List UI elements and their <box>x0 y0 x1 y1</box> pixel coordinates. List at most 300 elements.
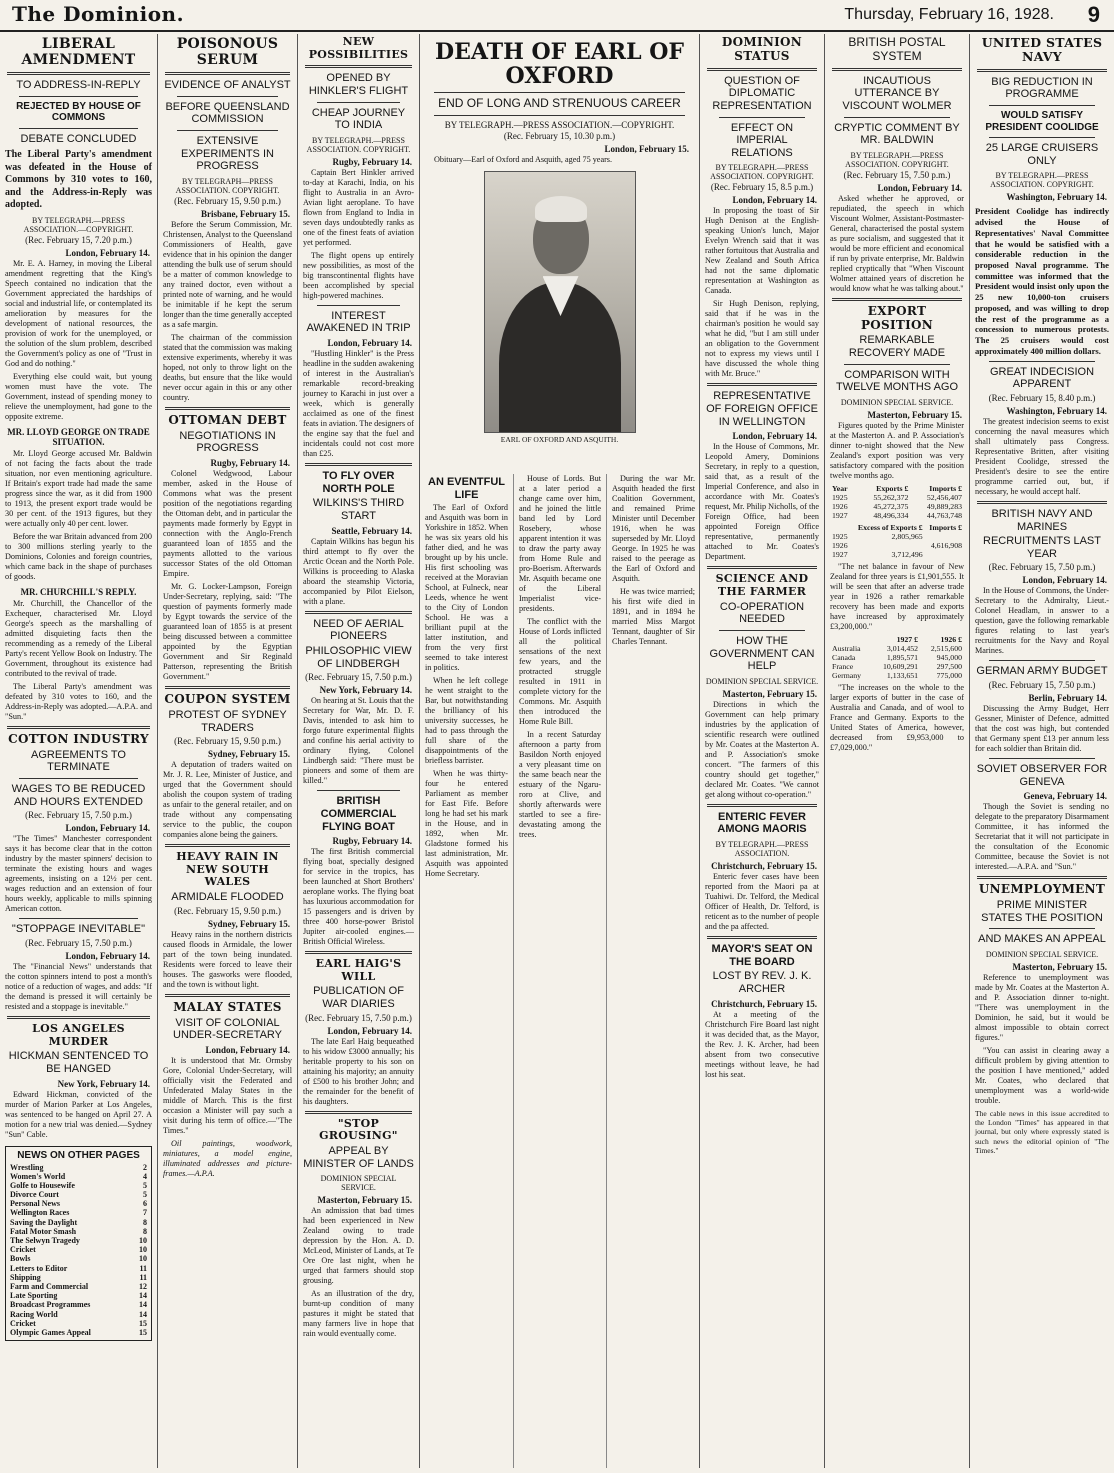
headline: "STOPPAGE INEVITABLE" <box>11 923 146 936</box>
article-paragraph: Heavy rains in the northern districts caused floods in Armidale, the lower part of the town being inundated. Residents were forced to leave their houses. The gasworks were flooded, and the town is without light. <box>163 929 292 989</box>
index-row <box>10 1328 147 1337</box>
dateline: Washington, February 14. <box>1006 405 1107 416</box>
divider <box>305 611 412 614</box>
wire-credit: BY TELEGRAPH.—PRESS ASSOCIATION. COPYRIGHT. <box>845 150 949 169</box>
table-cell <box>925 532 964 541</box>
column-new-possibilities <box>298 34 420 1468</box>
article-paragraph: "The increases on the whole to the larger exports of butter in the case of Australia and Canada, and of wool to France and Germany. Exports to the United States of America, however, decreased from £9,953,000 to £7,029,000." <box>830 682 964 752</box>
index-label: Fatal Motor Smash <box>10 1226 77 1236</box>
table-cell: 1927 <box>832 549 848 559</box>
deck: APPEAL BY MINISTER OF LANDS <box>303 1145 414 1170</box>
article-paragraph: When he left college he went straight to the Bar, but notwithstanding the brilliancy of his university successes, he had to pass through the full share of the disappointments of the briefless barrister. <box>425 676 508 766</box>
deck: PROTEST OF SYDNEY TRADERS <box>168 708 287 734</box>
dateline: Geneva, February 14. <box>1023 791 1107 802</box>
received-time: (Rec. February 15, 7.50 p.m.) <box>305 672 412 683</box>
headline: COUPON SYSTEM <box>164 692 291 707</box>
divider <box>707 68 817 71</box>
index-label: Shipping <box>10 1272 41 1282</box>
index-list <box>10 1163 147 1338</box>
table-cell: France <box>832 661 854 671</box>
photo-caption: EARL OF OXFORD AND ASQUITH. <box>500 435 619 445</box>
index-page-number: 14 <box>139 1300 147 1310</box>
deck: HOW THE GOVERNMENT CAN HELP <box>709 634 815 673</box>
article-paragraph: The Liberal Party's amendment was defeated by 310 votes to 160, and the Address-in-Reply was adopted.—A.P.A. and "Sun." <box>5 681 152 721</box>
divider <box>177 130 278 131</box>
table-header-row <box>830 484 964 493</box>
article-paragraph: The flight opens up entirely new possibilities, as most of the big transcontinental flights have been accomplished by special high-powered machines. <box>303 250 414 300</box>
deck: ARMIDALE FLOODED <box>171 891 284 904</box>
feature-subcolumn-1 <box>420 474 514 1468</box>
index-page-number: 14 <box>139 1309 147 1319</box>
deck: VISIT OF COLONIAL UNDER-SECRETARY <box>173 1016 282 1042</box>
divider <box>165 844 290 847</box>
table-row <box>830 550 964 559</box>
feature-headline: DEATH OF EARL OF OXFORD <box>434 39 684 90</box>
feature-subcolumn-3 <box>607 474 700 1468</box>
headline: OTTOMAN DEBT <box>168 413 287 428</box>
table-cell: 945,000 <box>936 652 962 662</box>
dateline: New York, February 14. <box>57 1078 150 1089</box>
dateline: Brisbane, February 15. <box>201 209 290 220</box>
index-label: Cricket <box>10 1318 36 1328</box>
deck: EFFECT ON IMPERIAL RELATIONS <box>730 121 794 159</box>
deck: PUBLICATION OF WAR DIARIES <box>313 985 404 1011</box>
wire-credit: BY TELEGRAPH.—PRESS ASSOCIATION. COPYRIGHT. <box>306 135 411 154</box>
index-page-number: 10 <box>139 1245 147 1255</box>
deck: EXTENSIVE EXPERIMENTS IN PROGRESS <box>181 135 274 173</box>
divider <box>977 69 1107 72</box>
headline: HEAVY RAIN IN NEW SOUTH WALES <box>176 850 279 889</box>
table-row <box>830 493 964 502</box>
received-time: (Rec. February 15, 9.50 p.m.) <box>174 196 281 207</box>
divider <box>305 951 412 954</box>
deck: NEGOTIATIONS IN PROGRESS <box>179 429 276 455</box>
table-header-row <box>830 523 964 532</box>
table-cell: 1,133,651 <box>886 670 919 680</box>
table-body <box>830 532 964 559</box>
dateline: London, February 14. <box>327 338 412 349</box>
headline: POISONOUS SERUM <box>176 36 279 69</box>
deck: BIG REDUCTION IN PROGRAMME <box>991 75 1093 101</box>
divider <box>19 96 138 97</box>
dateline: London, February 15. <box>604 144 689 155</box>
divider <box>7 72 150 75</box>
column-poisonous-serum <box>158 34 298 1468</box>
obituary-line: Obituary—Earl of Oxford and Asquith, aged 75 years. <box>434 155 613 165</box>
deck: HICKMAN SENTENCED TO BE HANGED <box>8 1050 149 1075</box>
table-cell: 1926 <box>832 540 848 550</box>
article-paragraph: During the war Mr. Asquith headed the first Coalition Government, and remained Prime Minister until December 1916, when he was superseded by Mr. Lloyd George. In 1925 he was raised to the peerage as the Earl of Oxford and Asquith. <box>612 474 695 583</box>
index-row <box>10 1190 147 1199</box>
wire-credit: BY TELEGRAPH.—PRESS ASSOCIATION. COPYRIGHT. <box>990 171 1094 190</box>
dateline: London, February 14. <box>327 1025 412 1036</box>
table-row <box>830 653 964 662</box>
table-cell: 44,763,748 <box>926 510 962 520</box>
received-time: (Rec. February 15, 7.50 p.m.) <box>25 937 132 948</box>
table-row <box>830 511 964 520</box>
footnote: The cable news in this issue accredited to the London "Times" has appeared in that journal, but only where expressly stated is such news the editorial opinion of "The Times." <box>975 1109 1109 1155</box>
deck: CHEAP JOURNEY TO INDIA <box>311 106 406 132</box>
deck: WILKINS'S THIRD START <box>312 497 405 523</box>
article-paragraph: Enteric fever cases have been reported from the Maori pa at Tuahiwi. Dr. Telford, the Medical Officer of Health, Dr. Telford, is reticent as to the number of people and the pa affected. <box>705 872 819 932</box>
headline: LOS ANGELES MURDER <box>32 1021 125 1048</box>
deck: END OF LONG AND STRENUOUS CAREER <box>438 96 681 111</box>
table-cell: 48,496,334 <box>873 510 909 520</box>
divider <box>719 630 805 631</box>
wire-credit: BY TELEGRAPH—PRESS ASSOCIATION. COPYRIGHT. <box>175 177 280 196</box>
portrait-photo <box>484 171 636 433</box>
deck: WAGES TO BE REDUCED AND HOURS EXTENDED <box>11 783 146 808</box>
headline: BRITISH NAVY AND MARINES <box>991 507 1093 533</box>
index-label: Saving the Daylight <box>10 1217 78 1227</box>
dateline: Masterton, February 15. <box>317 1195 412 1206</box>
deck: QUESTION OF DIPLOMATIC REPRESENTATION <box>712 74 812 112</box>
table-body <box>830 644 964 680</box>
article-paragraph: Mr. E. A. Harney, in moving the Liberal amendment regretting that the King's Speech contained no indication that the Government appreciated the hardships of social and industrial life, or contemplated its amelioration by measures for the development of national resources, the provision of work for the unemployed, or the solution of the slum problem, described the Government's policy as one of "Trust in God and do nothing." <box>5 258 152 368</box>
divider <box>434 92 685 93</box>
index-label: Women's World <box>10 1171 66 1181</box>
dateline: Masterton, February 15. <box>722 688 817 699</box>
headline: DOMINION STATUS <box>721 35 803 63</box>
deck: COMPARISON WITH TWELVE MONTHS AGO <box>835 368 959 394</box>
received-time: (Rec. February 15, 7.50 p.m.) <box>988 562 1096 573</box>
article-paragraph: Reference to unemployment was made by Mr. Coates at the Masterton A. and P. Association dinner to-night. "There was unemployment in the Dominion, he said, but it would be almost impossible to obtain correct figures." <box>975 973 1109 1043</box>
table-body <box>830 493 964 520</box>
article-paragraph: Oil paintings, woodwork, miniatures, a model engine, illuminated addresses and picture-frames.—A.P.A. <box>163 1138 292 1178</box>
index-label: Personal News <box>10 1199 60 1209</box>
article-paragraph: Sir Hugh Denison, replying, said that if he was in the chairman's position he would say what he did, "but I am still under an obligation to the Government not to express my views until I have discussed the whole thing with Mr. Bruce." <box>705 299 819 379</box>
index-row <box>10 1208 147 1217</box>
dateline: Sydney, February 15. <box>207 918 290 929</box>
divider <box>977 501 1107 504</box>
article-paragraph: "The Times" Manchester correspondent says it has become clear that in the cotton industry by the master spinners' decision to terminate the existing hours and wages agreements, insisting on a 12½ per cent. wages reduction and an extension of four hours weekly, applicable to mills spinning American cotton. <box>5 834 152 914</box>
table-cell: 3,712,496 <box>891 549 923 559</box>
deck: LOST BY REV. J. K. ARCHER <box>712 970 812 996</box>
wire-credit: BY TELEGRAPH.—PRESS ASSOCIATION. <box>715 840 809 859</box>
headline: TO FLY OVER NORTH POLE <box>322 470 395 495</box>
divider <box>989 361 1095 362</box>
article-paragraph: "Hustling Hinkler" is the Press headline in the sudden awakening of interest in the Australian's remarkable record-breaking journey to Karachi in just over a week, which is generally acclaimed as one of the finest feats in aviation. The designers of the engine say that the fuel and incidentals could not cost more than £25. <box>303 349 414 459</box>
received-time: (Rec. February 15, 7.50 p.m.) <box>25 810 132 821</box>
column-british-postal-system <box>825 34 970 1468</box>
article-paragraph: Mr. Lloyd George accused Mr. Baldwin of not facing the facts about the trade situation, nor even mentioning agriculture. If Britain's export trade had made the same progress since the war, as it did from 1900 to 1913, the present export trade would be 30 per cent. of the 1913 figures, but they were actually only 40 per cent. lower. <box>5 448 152 528</box>
article-paragraph: Mr. Churchill, the Chancellor of the Exchequer, characterised Mr. Lloyd George's speech as the marshalling of admitted disquieting facts then the recommending as a remedy of the Liberal Party's recent Yellow Book on Industry. The Government, throughout its existence had contributed to the revival of trade. <box>5 598 152 678</box>
index-row <box>10 1291 147 1300</box>
index-page-number: 8 <box>143 1226 147 1236</box>
index-row <box>10 1254 147 1263</box>
article-paragraph: Captain Wilkins has begun his third attempt to fly over the Arctic Ocean and the North Pole. Wilkins is proceeding to Alaska aboard the steamship Victoria, accompanied by Pilot Eielson, with a plane. <box>303 536 414 606</box>
deck: AGREEMENTS TO TERMINATE <box>31 748 126 774</box>
wire-credit: DOMINION SPECIAL SERVICE. <box>705 676 819 686</box>
dateline: Masterton, February 15. <box>1012 962 1107 973</box>
deck: 25 LARGE CRUISERS ONLY <box>985 142 1099 167</box>
column-death-of-earl-of-oxford <box>420 34 700 1468</box>
table-row <box>830 502 964 511</box>
table-header-row <box>830 635 964 644</box>
table-row <box>830 541 964 550</box>
index-page-number: 11 <box>139 1263 147 1273</box>
dateline: Christchurch, February 15. <box>711 861 817 872</box>
article-paragraph: Captain Bert Hinkler arrived to-day at Karachi, India, on his flight to Australia in an Avro-Avian light aeroplane. To have flown from England to India in seven days undoubtedly ranks as one of the finest feats of aviation yet performed. <box>303 167 414 247</box>
divider <box>177 96 278 97</box>
table-cell: 775,000 <box>936 670 962 680</box>
index-page-number: 5 <box>143 1190 147 1200</box>
index-page-number: 15 <box>139 1327 147 1337</box>
divider <box>707 804 817 807</box>
index-row <box>10 1236 147 1245</box>
index-row <box>10 1319 147 1328</box>
divider <box>844 364 950 365</box>
index-row <box>10 1181 147 1190</box>
index-row <box>10 1300 147 1309</box>
article-paragraph: A deputation of traders waited on Mr. J. R. Lee, Minister of Justice, and urged that the Government should abolish the coupon system of trading as unfair to the general retailer, and on trade without any compensating service to the public, the coupon companies alone being the gainers. <box>163 760 292 840</box>
article-paragraph: The first British commercial flying boat, specially designed for service in the tropics, has been launched at Short Brothers' aeroplane works. The flying boat has luxurious accommodation for 15 passengers and is driven by three 400 horse-power Bristol Jupiter air-cooled engines.—British Official Wireless. <box>303 847 414 947</box>
divider <box>977 876 1107 879</box>
received-time: (Rec. February 15, 7.50 p.m.) <box>843 169 951 180</box>
index-label: Cricket <box>10 1245 36 1255</box>
dateline: Berlin, February 14. <box>1028 693 1107 704</box>
deck: WOULD SATISFY PRESIDENT COOLIDGE <box>985 110 1099 133</box>
table-cell: 2,805,965 <box>891 531 923 541</box>
divider <box>305 1111 412 1114</box>
table-cell: Canada <box>832 652 856 662</box>
article-paragraph: The greatest indecision seems to exist concerning the naval measures which shall ultimately pass Congress. Representative Britten, after visiting President Coolidge, stressed the President's desire to see the entire programme carried out, but, if necessary, he would accept half. <box>975 416 1109 496</box>
article-paragraph: As an illustration of the dry, burnt-up condition of many pastures it might be stated that many farmers live in hope that rain would eventually come. <box>303 1289 414 1339</box>
index-row <box>10 1218 147 1227</box>
divider <box>989 758 1095 759</box>
divider <box>19 778 138 779</box>
deck: CO-OPERATION NEEDED <box>719 600 805 626</box>
table-header-cell: 1926 £ <box>940 634 962 644</box>
column-liberal-amendment <box>0 34 158 1468</box>
index-page-number: 12 <box>139 1281 147 1291</box>
article-paragraph: The late Earl Haig bequeathed to his widow £3000 annually; his heritable property to his son on attaining his majority; an annuity of £500 to his brother John; and the remainder for the benefit of his daughters. <box>303 1036 414 1106</box>
deck: EVIDENCE OF ANALYST <box>164 79 291 92</box>
headline: ENTERIC FEVER AMONG MAORIS <box>717 810 807 836</box>
headline: UNEMPLOYMENT <box>978 882 1106 897</box>
article-paragraph: Asked whether he approved, or repudiated, the speech in which Viscount Wolmer, Assistant-Postmaster-General, characterised the postal system as pure socialism, and suggested that it would be more efficient and economical if run by private enterprise, Mr. Baldwin replied cryptically that "When Viscount Wolmer attained years of discretion he would know what he was talking about." <box>830 193 964 293</box>
divider <box>832 68 962 71</box>
article-paragraph: The Earl of Oxford and Asquith was born in Yorkshire in 1852. When he was six years old his father died, and he was brought up by his uncle. His first schooling was received at the Moravian School, at Fulneck, near Leeds, whence he went to the City of London School. He was a brilliant pupil at the latter institution, and from the very first seemed to take interest in politics. <box>425 503 508 673</box>
headline: SOVIET OBSERVER FOR GENEVA <box>976 763 1108 788</box>
table-row <box>830 662 964 671</box>
article-paragraph: Before the Serum Commission, Mr. Christensen, Analyst to the Queensland Commissioners of Health, gave evidence that in his opinion the danger attending the bulk use of serum should be a matter of common knowledge to any trained doctor, even without a printed note of warning, and he would be inimitable if he kept the serum longer than the time generally accepted as a safe margin. <box>163 220 292 330</box>
news-index-box <box>5 1146 152 1342</box>
table-cell: 3,014,452 <box>886 643 919 653</box>
headline: COTTON INDUSTRY <box>8 731 149 746</box>
headline: GERMAN ARMY BUDGET <box>976 665 1108 678</box>
divider <box>707 383 817 386</box>
deck: AND MAKES AN APPEAL <box>978 933 1106 946</box>
index-page-number: 11 <box>139 1272 147 1282</box>
dateline: London, February 14. <box>1022 575 1107 586</box>
portrait-hair <box>535 196 587 222</box>
table-header-cell: Exports £ <box>876 483 909 493</box>
table-cell: 45,272,375 <box>873 501 909 511</box>
divider <box>707 566 817 569</box>
headline: "STOP GROUSING" <box>319 1116 398 1143</box>
article-paragraph: House of Lords. But at a later period a change came over him, and he joined the little band led by Lord Rosebery, whose apparent intention it was to draw the party away from Home Rule and pro-Boerism. Afterwards Mr. Asquith became one of the Liberal Imperialist vice-presidents. <box>519 474 601 613</box>
index-label: Wrestling <box>10 1162 44 1172</box>
dateline: London, February 14. <box>877 182 962 193</box>
deck: INCAUTIOUS UTTERANCE BY VISCOUNT WOLMER <box>842 74 952 112</box>
wire-credit: DOMINION SPECIAL SERVICE. <box>320 1174 397 1193</box>
index-label: Wellington Races <box>10 1208 70 1218</box>
excess-table <box>830 523 964 559</box>
table-cell: 1926 <box>832 501 848 511</box>
table-header-cell <box>830 635 871 644</box>
article-paragraph: Directions in which the Government can help primary industries by the application of scientific research were outlined by Mr. Coates at the Masterton A. and P. Association's smoke concert. "The farmers of this country should get together," declared Mr. Coates. "We cannot get along without co-operation." <box>705 699 819 799</box>
deck: DEBATE CONCLUDED <box>20 132 137 145</box>
headline: REPRESENTATIVE OF FOREIGN OFFICE IN WELLINGTON <box>706 390 818 428</box>
received-time: (Rec. February 15, 9.50 p.m.) <box>174 736 281 747</box>
index-page-number: 10 <box>139 1236 147 1246</box>
divider <box>7 726 150 729</box>
index-page-number: 14 <box>139 1291 147 1301</box>
received-time: (Rec. February 15, 8.40 p.m.) <box>988 392 1096 403</box>
index-row <box>10 1245 147 1254</box>
article-paragraph: Before the war Britain advanced from 200 to 300 millions sterling yearly to the Dominions, Colonies and foreign countries, which came back in the shape of purchases of goods. <box>5 531 152 581</box>
index-label: Letters to Editor <box>10 1263 68 1273</box>
article-paragraph: When he was thirty-four he entered Parliament as member for East Fife. Before long he had set his mark in the House, and in 1892, when Mr. Gladstone formed his last administration, Mr. Asquith was appointed Home Secretary. <box>425 769 508 879</box>
index-label: Olympic Games Appeal <box>10 1327 91 1337</box>
received-time: (Rec. February 15, 7.50 p.m.) <box>988 680 1096 691</box>
article-paragraph: The conflict with the House of Lords inflicted all the political sensations of the next few years, and the protracted struggle resulted in 1911 in complete victory for the Commons. Mr. Asquith then introduced the Home Rule Bill. <box>519 617 601 726</box>
divider <box>317 102 400 103</box>
index-row <box>10 1273 147 1282</box>
lead-paragraph: President Coolidge has indirectly advised the House of Representatives' Naval Committee that he would be satisfied with a considerable reduction in the proposed Naval programme. The committee was informed that the President would insist only upon the 25 new 10,000-ton cruisers proposed, and was willing to drop the rest of the programme as a concession to numerous protests. The 25 cruisers would cost approximately 400 million dollars. <box>975 206 1109 356</box>
divider <box>707 936 817 939</box>
dateline: New York, February 14. <box>319 685 412 696</box>
table-row <box>830 671 964 680</box>
index-label: Golfe to Housewife <box>10 1180 75 1190</box>
headline: NEED OF AERIAL PIONEERS <box>313 617 404 643</box>
article-paragraph: At a meeting of the Christchurch Fire Board last night it was decided that, as the Mayor, the Rev. J. K. Archer, had been absent from two consecutive meetings without leave, he had lost his seat. <box>705 1009 819 1079</box>
article-paragraph: In a recent Saturday afternoon a party from Basildon North enjoyed a very pleasant time on the same beach near the estuary of the Ngaru-roro at Clive, and shortly afterwards were startled to see a fire-devastating among the trees. <box>519 730 601 839</box>
index-row <box>10 1227 147 1236</box>
index-page-number: 15 <box>139 1318 147 1328</box>
index-page-number: 2 <box>143 1162 147 1172</box>
article-paragraph: Mr. G. Locker-Lampson, Foreign Under-Secretary, replying, said: "The question of payments formerly made by Egypt towards the service of the guaranteed loan of 1855 is at present being discussed between a committee appointed by the Egyptian Government and Sir Reginald Patterson, representing the British Government." <box>163 582 292 682</box>
index-row <box>10 1310 147 1319</box>
headline: NEW POSSIBILITIES <box>308 35 409 61</box>
table-cell: 1927 <box>832 510 848 520</box>
index-label: Farm and Commercial <box>10 1281 89 1291</box>
divider <box>165 407 290 410</box>
received-time: (Rec. February 15, 9.50 p.m.) <box>174 905 281 916</box>
table-cell: Germany <box>832 670 862 680</box>
headline: EXPORT POSITION <box>860 303 934 332</box>
divider <box>844 117 950 118</box>
table-header-cell: Imports £ <box>929 483 962 493</box>
dateline: London, February 14. <box>65 950 150 961</box>
deck: RECRUITMENTS LAST YEAR <box>983 535 1101 560</box>
table-cell: 1925 <box>832 492 848 502</box>
article-paragraph: "You can assist in clearing away a difficult problem by giving attention to the position I have mentioned," added Mr. Coates, who declared that unemployment was a world-wide trouble. <box>975 1046 1109 1106</box>
index-page-number: 6 <box>143 1199 147 1209</box>
table-cell: 297,500 <box>936 661 962 671</box>
divider <box>989 660 1095 661</box>
table-cell: 1925 <box>832 531 848 541</box>
deck: CRYPTIC COMMENT BY MR. BALDWIN <box>834 121 960 147</box>
index-label: Late Sporting <box>10 1291 58 1301</box>
masthead <box>0 0 1114 32</box>
table-header-cell: 1927 £ <box>896 634 919 644</box>
dateline: London, February 14. <box>732 431 817 442</box>
headline: INTEREST AWAKENED IN TRIP <box>306 309 411 335</box>
wire-credit: DOMINION SPECIAL SERVICE. <box>985 950 1099 960</box>
index-row <box>10 1264 147 1273</box>
index-label: Divorce Court <box>10 1190 59 1200</box>
divider <box>165 686 290 689</box>
dateline: London, February 14. <box>65 247 150 258</box>
wire-credit: BY TELEGRAPH.—PRESS ASSOCIATION.—COPYRIGHT. <box>444 120 675 131</box>
dateline: Seattle, February 14. <box>331 525 412 536</box>
index-label: Racing World <box>10 1309 58 1319</box>
article-paragraph: On hearing at St. Louis that the Secretary for War, Mr. D. F. Davis, intended to ask him to forgo future experimental flights and confine his aerial activity to ordinary flying, Colonel Lindbergh said: "There must be pioneers and some of them are killed." <box>303 696 414 786</box>
article-paragraph: Edward Hickman, convicted of the murder of Marion Parker at Los Angeles, was sentenced to be hanged on April 27. A motion for a new trial was denied.—Sydney "Sun" Cable. <box>5 1089 152 1139</box>
divider <box>165 72 290 75</box>
table-cell <box>851 541 925 550</box>
deck: REJECTED BY HOUSE OF COMMONS <box>16 100 141 124</box>
headline: MAYOR'S SEAT ON THE BOARD <box>711 943 813 968</box>
article-paragraph: It is understood that Mr. Ormsby Gore, Colonial Under-Secretary, will officially visit the Federated and Unfederated Malay States in the middle of March. This is the first occasion a Minister will pay such a visit during his term of office.—"The Times." <box>163 1055 292 1135</box>
table-header-cell: Imports £ <box>929 522 962 532</box>
article-paragraph: Colonel Wedgwood, Labour member, asked in the House of Commons what was the present position of the negotiations regarding the Ottoman debt, and in particular the payments made formerly by Egypt in connection with the Anglo-French guaranteed loan of 1855 and the payments allotted to the various successor States of the old Ottoman Empire. <box>163 469 292 579</box>
divider <box>719 117 805 118</box>
headline: EARL HAIG'S WILL <box>315 957 402 983</box>
wire-credit: DOMINION SPECIAL SERVICE. <box>840 397 954 407</box>
received-time: (Rec. February 15, 8.5 p.m.) <box>710 182 814 193</box>
headline: SCIENCE AND THE FARMER <box>715 572 809 598</box>
index-label: Broadcast Programmes <box>10 1300 91 1310</box>
divider <box>989 105 1095 106</box>
index-page-number: 8 <box>143 1217 147 1227</box>
article-paragraph: In proposing the toast of Sir Hugh Denison at the English-speaking Union's lunch, Major Evelyn Wrench said that it was rather fortuitous that Australia and New Zealand and South Africa had not the same diplomatic representation at Washington as Canada. <box>705 206 819 296</box>
article-paragraph: An admission that bad times had been experienced in New Zealand owing to trade depression by the Hon. A. D. McLeod, Minister of Lands, at Te Ore Ore last night, when he urged that farmers should stop grousing. <box>303 1206 414 1286</box>
deck: PHILOSOPHIC VIEW OF LINDBERGH <box>305 644 412 670</box>
table-header-cell: Excess of Exports £ <box>857 522 923 532</box>
divider <box>7 1016 150 1019</box>
deck: TO ADDRESS-IN-REPLY <box>16 79 141 92</box>
headline: UNITED STATES NAVY <box>981 35 1103 65</box>
article-paragraph: Discussing the Army Budget, Herr Gessner, Minister of Defence, admitted that the cost was high, but contended that Germany spent £13 per annum less for each soldier than Britain did. <box>975 704 1109 754</box>
index-label: The Selwyn Tragedy <box>10 1236 80 1246</box>
divider <box>19 128 138 129</box>
dateline: Rugby, February 14. <box>210 458 290 469</box>
deck: REMARKABLE RECOVERY MADE <box>848 334 946 360</box>
dateline: London, February 14. <box>732 195 817 206</box>
received-time: (Rec. February 15, 10.30 p.m.) <box>503 131 616 142</box>
masthead-date: Thursday, February 16, 1928. <box>844 6 1054 23</box>
deck: OPENED BY HINKLER'S FLIGHT <box>308 72 409 97</box>
divider <box>989 928 1095 929</box>
column-united-states-navy <box>970 34 1114 1468</box>
divider <box>165 994 290 997</box>
table-cell <box>925 550 964 559</box>
index-label: Bowls <box>10 1254 31 1264</box>
index-row <box>10 1199 147 1208</box>
index-page-number: 7 <box>143 1208 147 1218</box>
table-row <box>830 644 964 653</box>
headline: GREAT INDECISION APPARENT <box>989 365 1095 391</box>
dateline: Rugby, February 14. <box>332 836 412 847</box>
dateline: Washington, February 14. <box>1006 192 1107 203</box>
divider <box>305 463 412 466</box>
divider <box>317 790 400 791</box>
column-dominion-status <box>700 34 825 1468</box>
table-cell: 1,895,571 <box>886 652 919 662</box>
